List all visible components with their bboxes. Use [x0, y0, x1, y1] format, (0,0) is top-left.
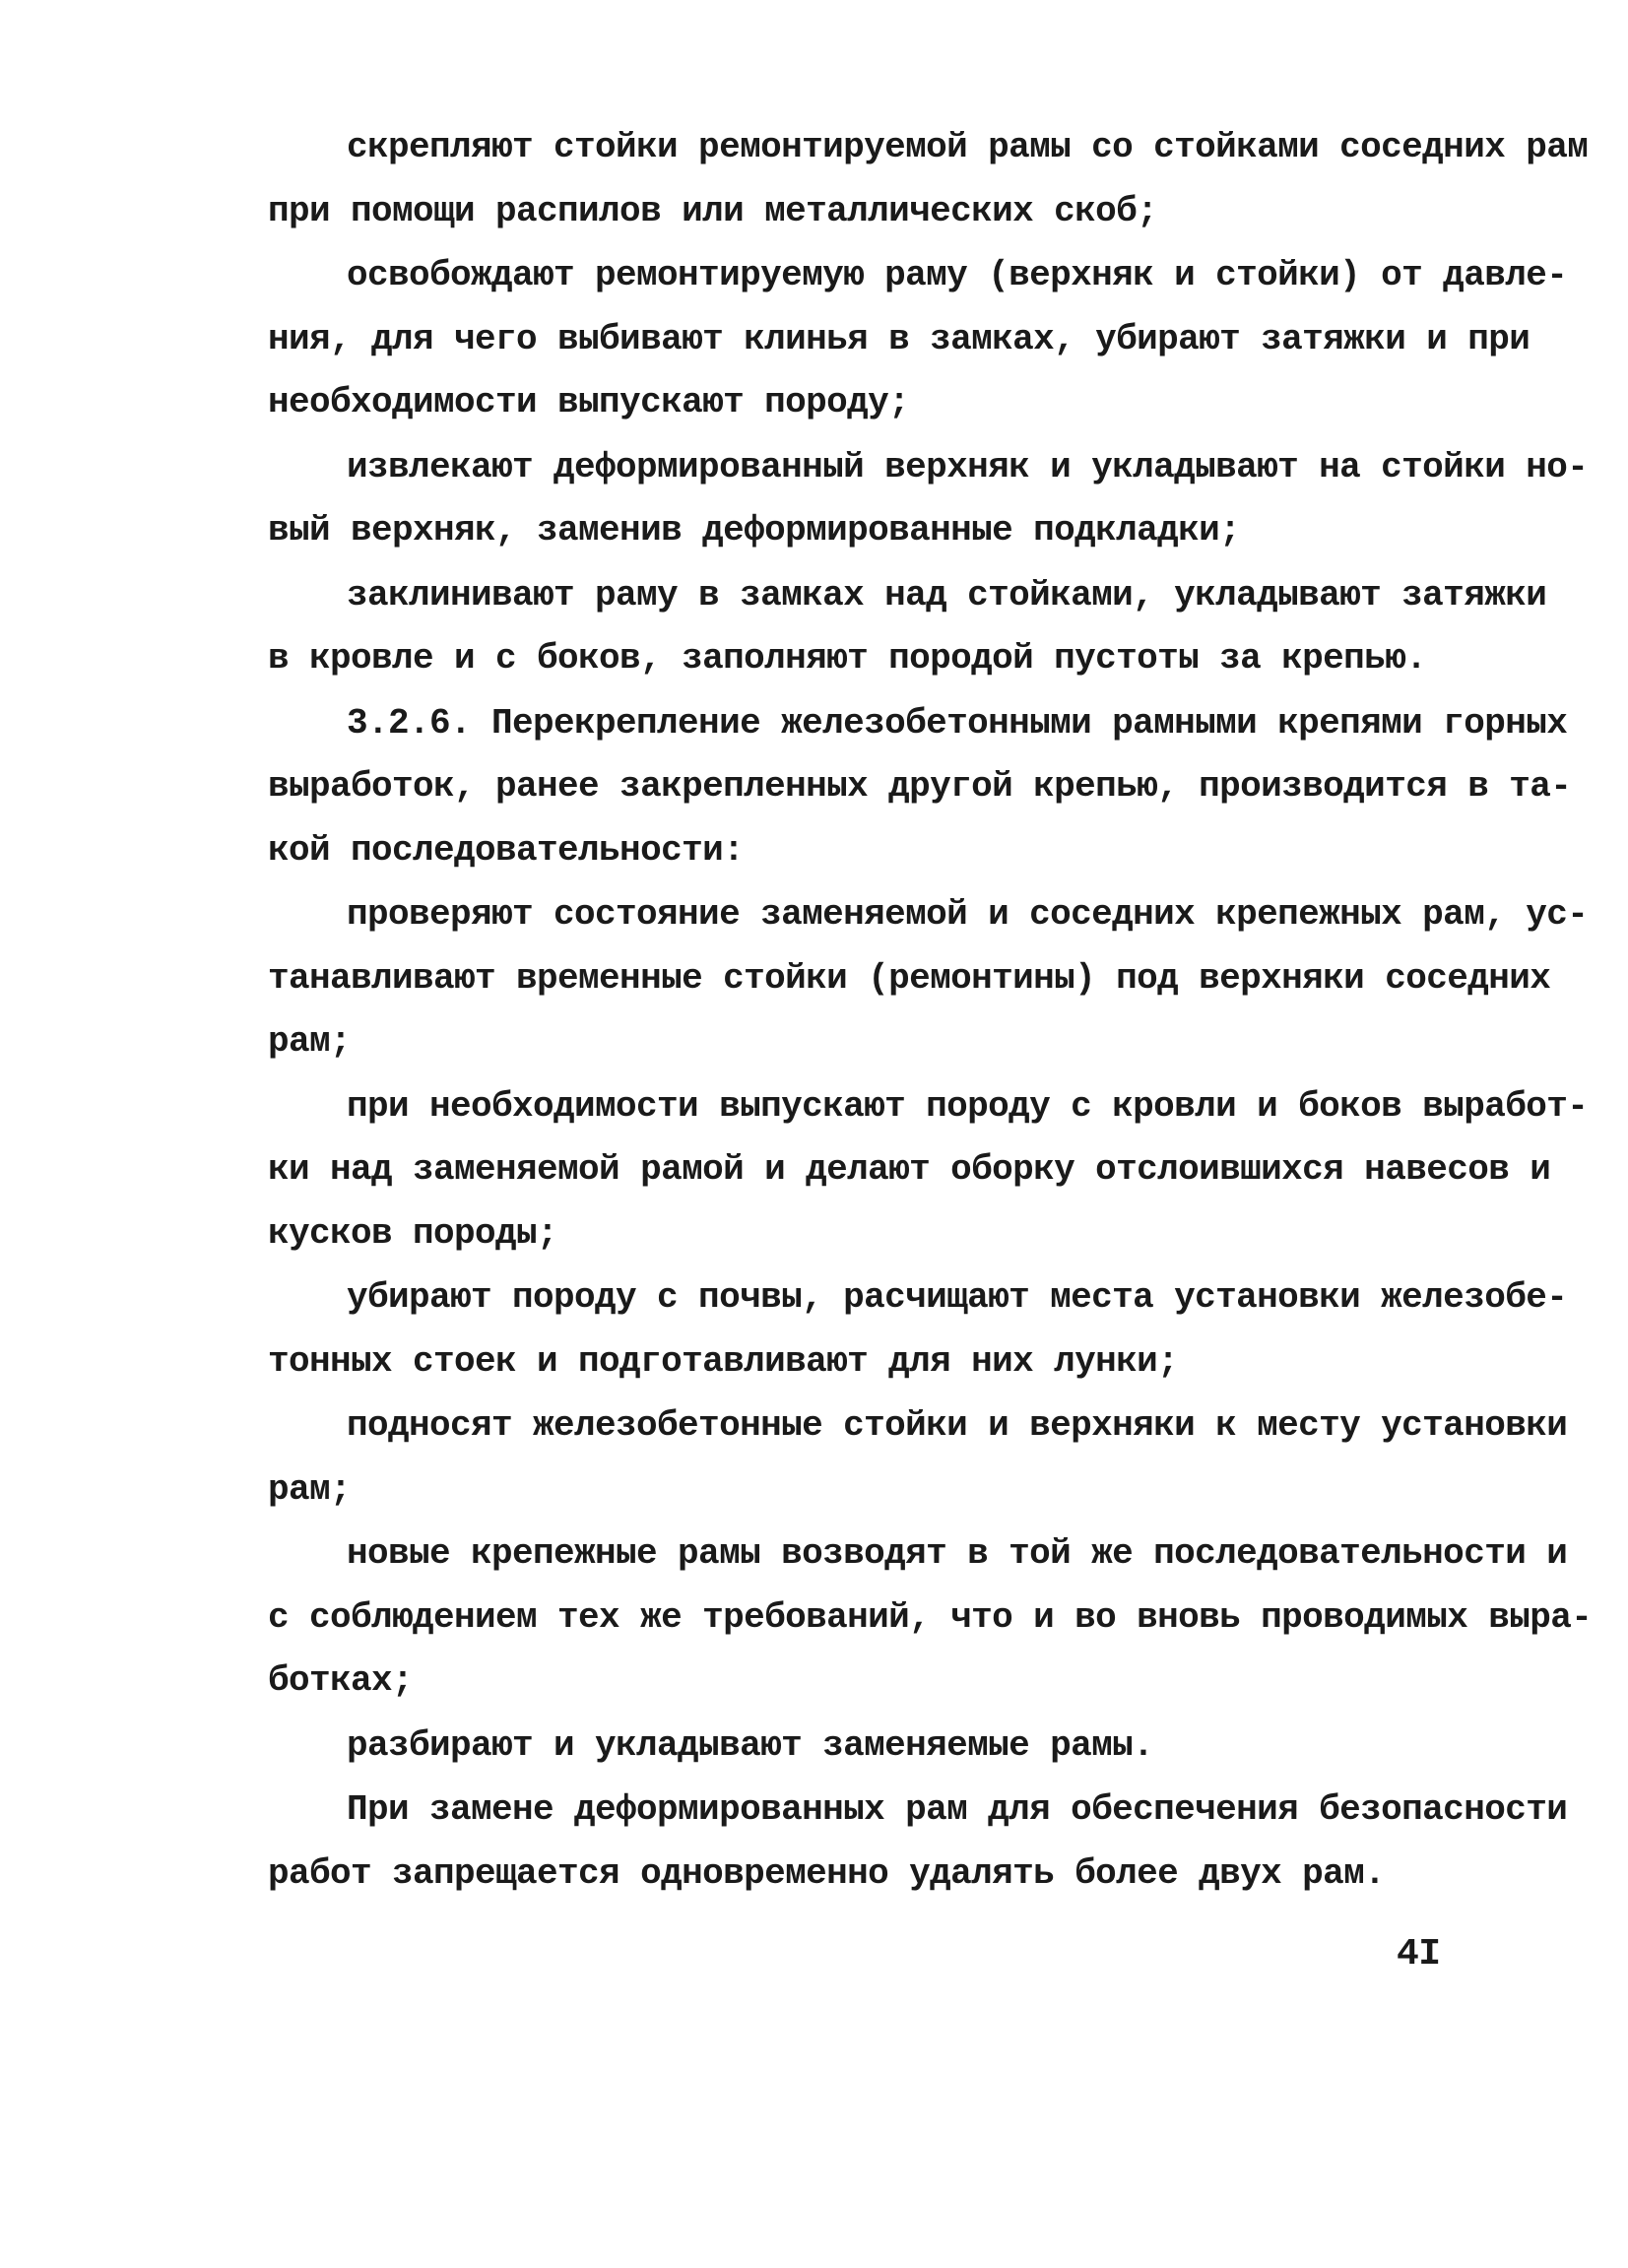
text-line: 3.2.6. Перекрепление железобетонными рамными крепями горных [347, 702, 1568, 744]
text-line: тонных стоек и подготавливают для них лунки; [268, 1340, 1179, 1382]
paragraph [189, 1266, 1568, 1393]
paragraph [189, 1779, 1568, 1906]
text-line: при необходимости выпускают породу с кровли и боков выработ- [347, 1085, 1589, 1127]
paragraph [189, 116, 1589, 243]
text-line: в кровле и с боков, заполняют породой пустоты за крепью. [268, 638, 1427, 679]
paragraph [189, 1715, 1438, 1779]
text-line: кусков породы; [268, 1212, 558, 1254]
text-line: разбирают и укладывают заменяемые рамы. [347, 1724, 1154, 1766]
text-line: кой последовательности: [268, 829, 745, 871]
document-body [189, 116, 1593, 1907]
text-line: ки над заменяемой рамой и делают оборку отслоившихся навесов и [268, 1149, 1551, 1190]
text-line: подносят железобетонные стойки и верхняки к месту установки [347, 1405, 1568, 1446]
paragraph [189, 1075, 1589, 1266]
text-line: ния, для чего выбивают клинья в замках, убирают затяжки и при [268, 318, 1530, 359]
paragraph [189, 1523, 1593, 1714]
text-line: заклинивают раму в замках над стойками, укладывают затяжки [347, 574, 1547, 616]
text-line: убирают породу с почвы, расчищают места установки железобе- [347, 1277, 1568, 1318]
text-line: необходимости выпускают породу; [268, 382, 910, 422]
text-line: работ запрещается одновременно удалять более двух рам. [268, 1852, 1386, 1894]
page-number: 4I [1397, 1933, 1441, 1976]
text-line: танавливают временные стойки (ремонтины) под верхняки соседних [268, 957, 1551, 999]
text-line: выработок, ранее закрепленных другой крепью, производится в та- [268, 766, 1572, 807]
text-line: новые крепежные рамы возводят в той же последовательности и [347, 1533, 1568, 1574]
text-line: при помощи распилов или металлических скоб; [268, 190, 1158, 231]
paragraph [189, 1394, 1568, 1522]
text-line: извлекают деформированный верхняк и укладывают на стойки но- [347, 446, 1589, 487]
text-line: с соблюдением тех же требований, что и во вновь проводимых выра- [268, 1596, 1593, 1638]
paragraph [189, 564, 1547, 691]
text-line: При замене деформированных рам для обеспечения безопасности [347, 1789, 1568, 1830]
text-line: проверяют состояние заменяемой и соседних крепежных рам, ус- [347, 894, 1589, 935]
text-line: ботках; [268, 1660, 414, 1701]
text-line: рам; [268, 1021, 352, 1062]
text-line: освобождают ремонтируемую раму (верхняк и стойки) от давле- [347, 255, 1568, 295]
text-line: рам; [268, 1468, 352, 1510]
paragraph [189, 883, 1589, 1074]
text-line: вый верхняк, заменив деформированные подкладки; [268, 510, 1241, 551]
paragraph [189, 692, 1572, 883]
paragraph [189, 244, 1568, 435]
text-line: скрепляют стойки ремонтируемой рамы со стойками соседних рам [347, 127, 1589, 167]
paragraph [189, 436, 1589, 563]
